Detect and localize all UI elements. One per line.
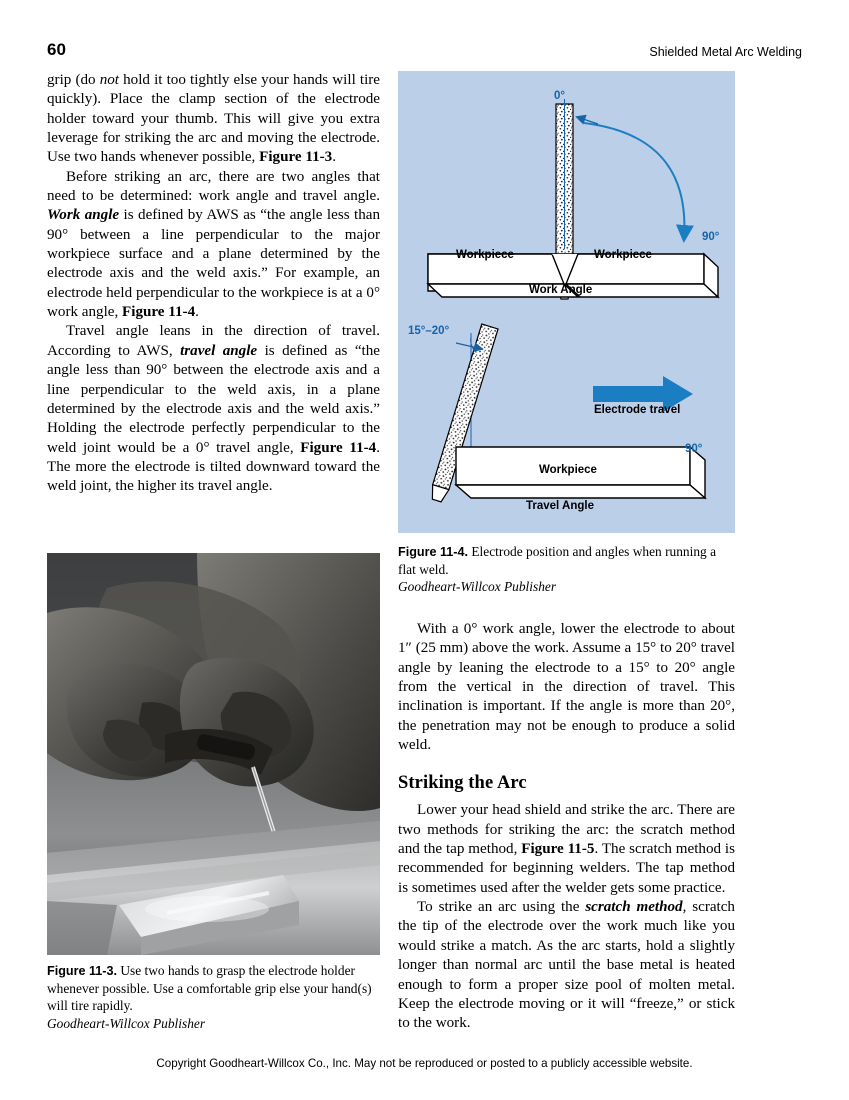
label-travel-angle-title: Travel Angle	[526, 500, 594, 512]
paragraph: Travel angle leans in the direction of travel. According to AWS, travel angle is defined as “the angle less than 90° between the electrode axis and a line perpendicular to the weld axis, in a plane determined by the electrode axis and the weld axis.” Holding the electrode perfectly perpendicular to the weld joint would be a 0° travel angle, Figure 11-4. The more the electrode is tilted downward toward the weld joint, the higher its travel angle.	[47, 323, 380, 495]
label-workpiece-left: Workpiece	[456, 249, 514, 261]
section-heading: Striking the Arc	[398, 773, 527, 794]
paragraph: To strike an arc using the scratch method, scratch the tip of the electrode over the work much like you would strike a match. As the arc starts, hold a slightly longer than normal arc until the base metal is heated enough to form a proper size pool of molten metal. Keep the electrode moving or it will “freeze,” or stick to the work.	[398, 899, 735, 1032]
label-workpiece-bottom: Workpiece	[539, 464, 597, 476]
right-column	[398, 620, 735, 1034]
figure-11-4-caption	[398, 543, 735, 596]
label-workpiece-right: Workpiece	[594, 249, 652, 261]
figure-credit: Goodheart-Willcox Publisher	[398, 579, 557, 595]
running-head: Shielded Metal Arc Welding	[649, 45, 802, 59]
page-number: 60	[47, 40, 66, 59]
label-electrode-travel: Electrode travel	[594, 404, 681, 416]
caption-lead: Figure 11-4.	[398, 545, 468, 559]
paragraph: Lower your head shield and strike the arc. There are two methods for striking the arc: the scratch method and the tap method, Figure 11-5. The scratch method is recommended for beginning welders. The tap method is sometimes used after the welder gets some practice.	[398, 802, 735, 896]
label-angle-ninety-top: 90°	[702, 231, 720, 243]
copyright-footer: Copyright Goodheart-Willcox Co., Inc. May not be reproduced or posted to a publicly accessible website.	[156, 1057, 693, 1070]
label-angle-ninety-bottom: 90°	[685, 443, 703, 455]
caption-body: Electrode position and angles when running a flat weld.	[398, 544, 717, 578]
label-angle-range: 15°–20°	[408, 325, 450, 337]
figure-11-4-illustration	[398, 71, 735, 533]
label-work-angle-title: Work Angle	[529, 284, 593, 296]
figure-11-3-caption	[47, 962, 380, 1032]
paragraph: Before striking an arc, there are two angles that need to be determined: work angle and travel angle. Work angle is defined by AWS as “the angle less than 90° between a line perpendicular to the major workpiece surface and a plane determined by the electrode axis and the weld axis.” For example, an electrode held perpendicular to the workpiece is at a 0° work angle, Figure 11-4.	[47, 168, 380, 321]
caption-text	[398, 543, 735, 578]
left-column	[47, 71, 380, 497]
label-angle-zero: 0°	[554, 90, 565, 102]
paragraph: With a 0° work angle, lower the electrode to about 1″ (25 mm) above the work. Assume a 15° to 20° travel angle by leaning the electrode to a 15° to 20° angle from the vertical in the direction of travel. This inclination is important. If the angle is more than 20°, the penetration may not be enough to produce a solid weld.	[398, 621, 735, 754]
figure-11-3-photo	[47, 553, 380, 955]
caption-body: Use two hands to grasp the electrode holder whenever possible. Use a comfortable grip else your hand(s) will tire rapidly.	[47, 963, 372, 1014]
paragraph: grip (do not hold it too tightly else your hands will tire quickly). Place the clamp section of the electrode holder toward your thumb. This will give you extra leverage for striking the arc and moving the electrode. Use two hands whenever possible, Figure 11-3.	[47, 72, 381, 166]
caption-text	[47, 962, 380, 1015]
welding-photo	[47, 553, 380, 955]
figure-credit: Goodheart-Willcox Publisher	[47, 1015, 206, 1031]
caption-lead: Figure 11-3.	[47, 964, 117, 978]
